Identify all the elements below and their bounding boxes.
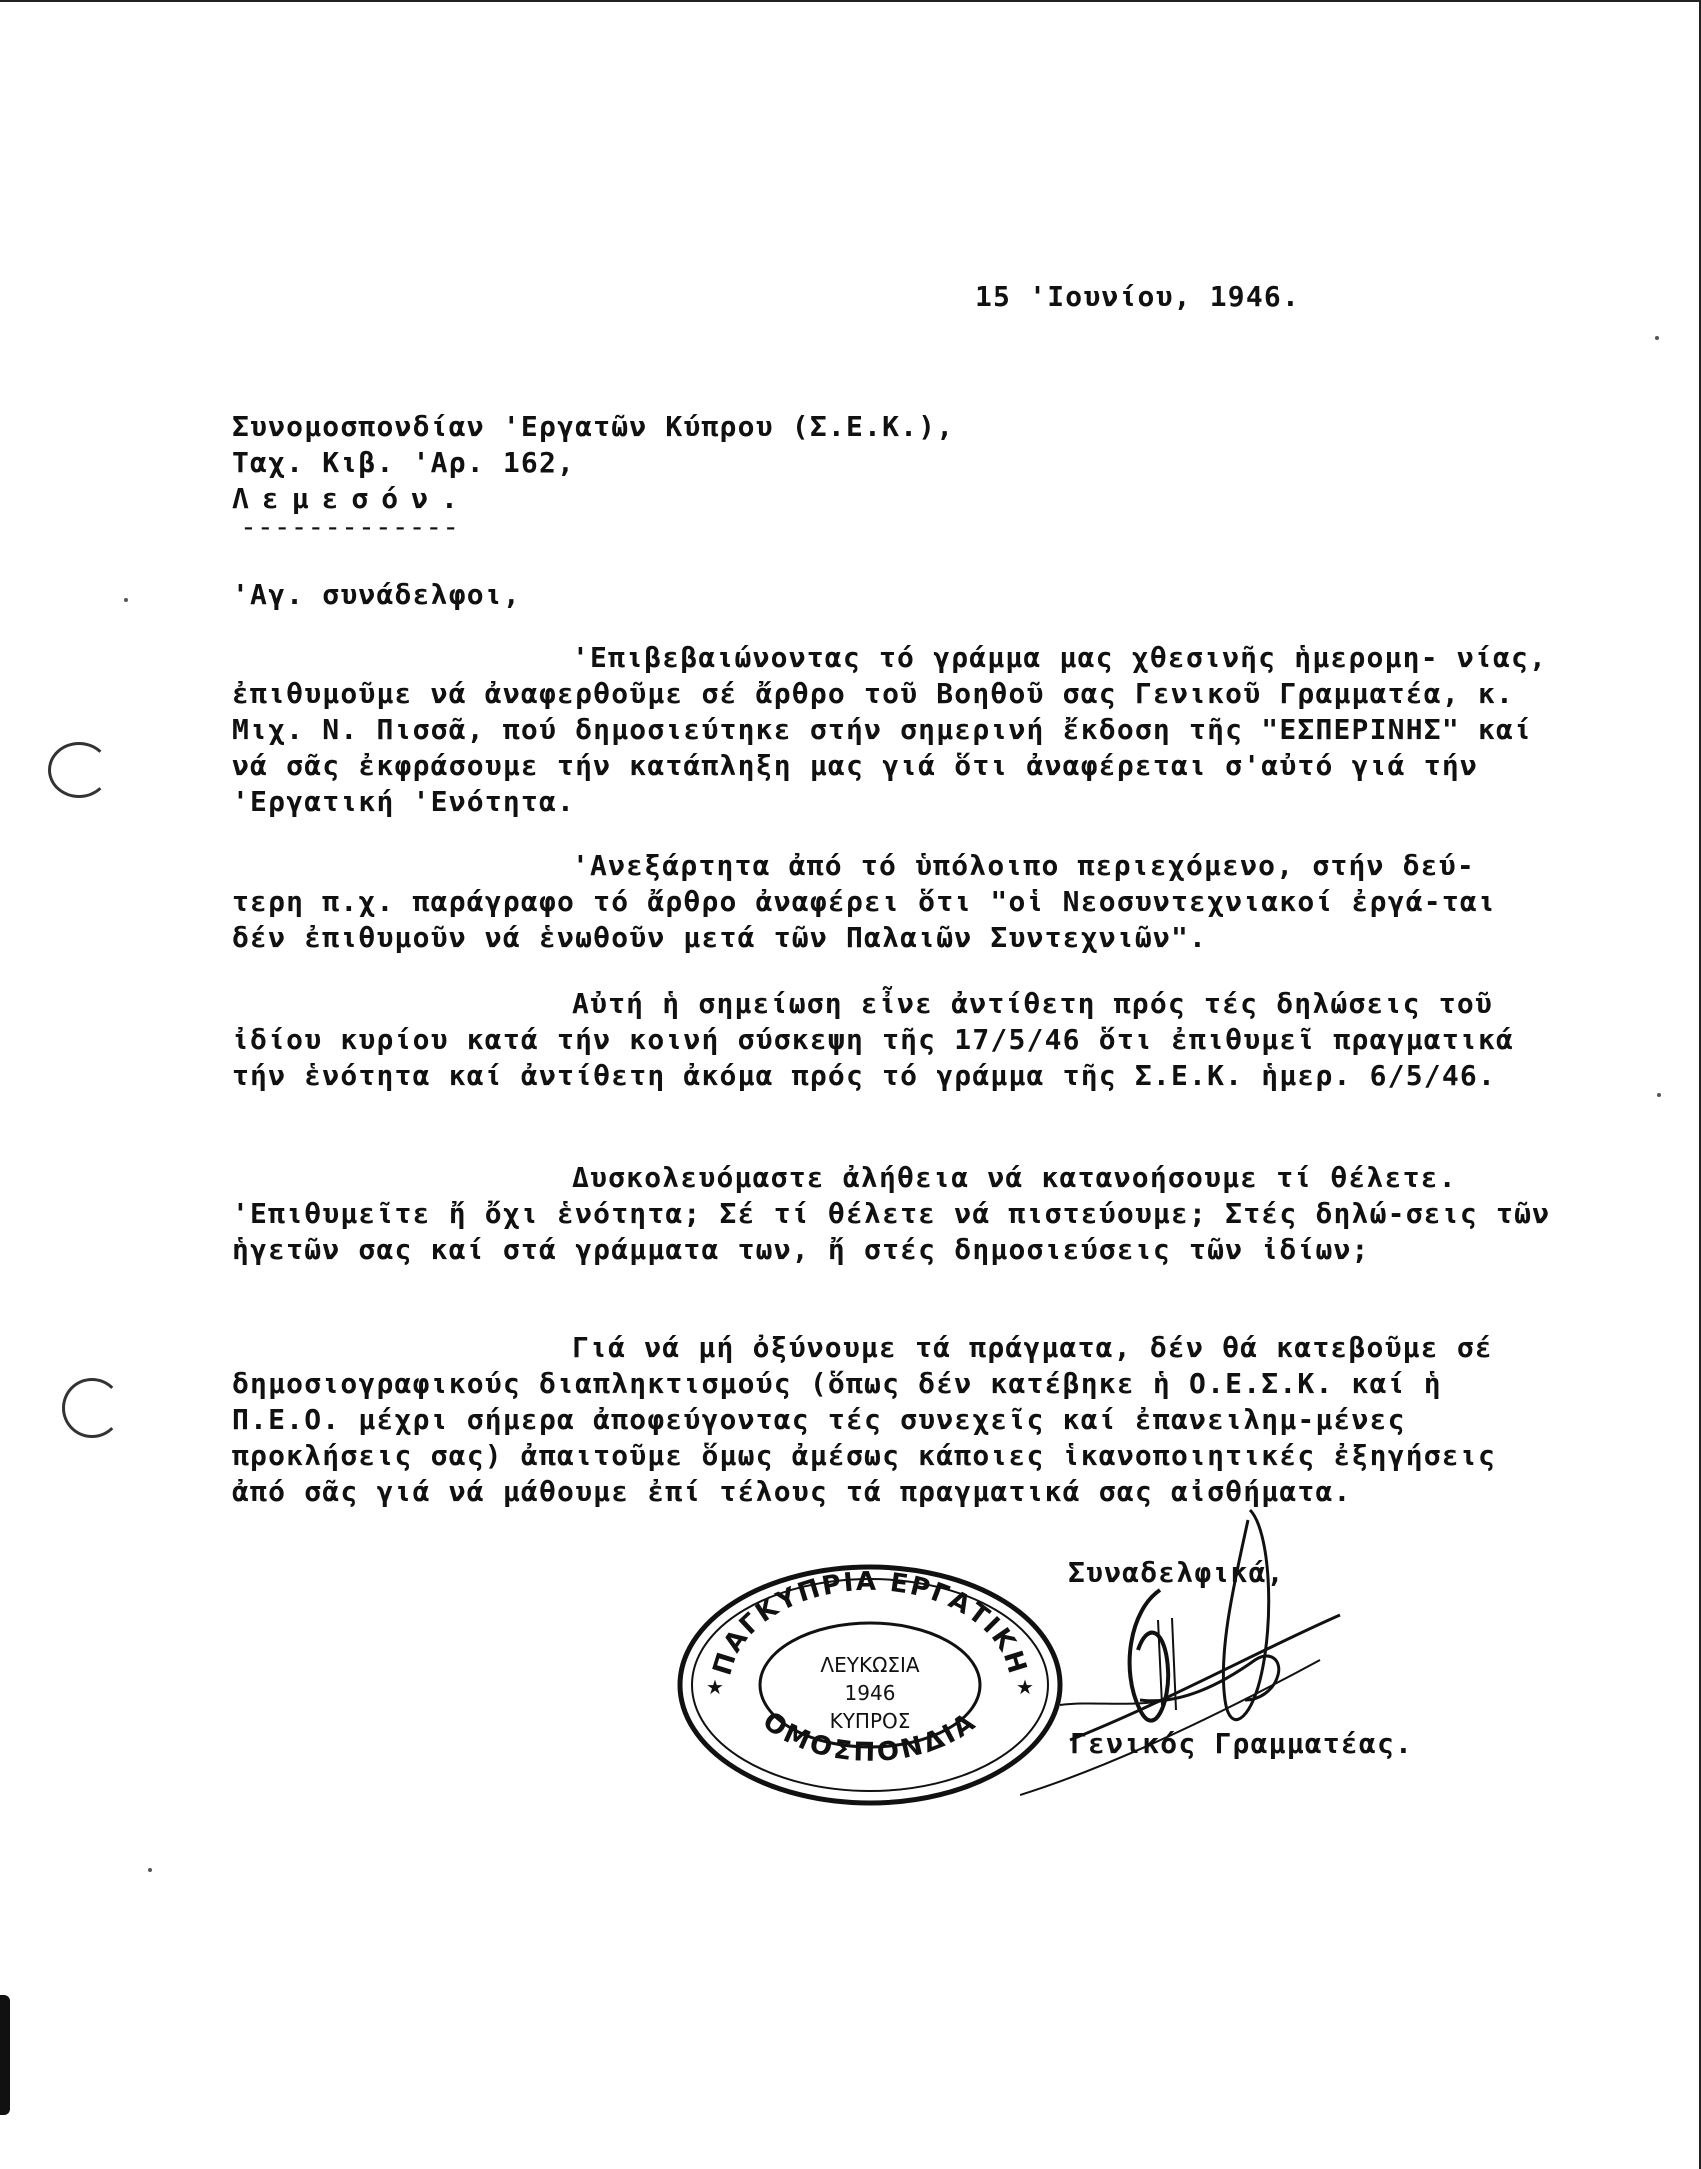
scan-speck (1655, 336, 1659, 340)
paragraph-4 (232, 1160, 1562, 1268)
recipient-line-1: Συνομοσπονδίαν 'Εργατῶν Κύπρου (Σ.Ε.Κ.), (232, 410, 955, 443)
paragraph-2 (232, 848, 1562, 956)
paragraph-3-body: τοῦ ἰδίου κυρίου κατά τήν κοινή σύσκεψη τῆς 17/5/46 ὅτι ἐπιθυμεῖ πραγματικά τήν ἑνότητα καί ἀντίθετη ἀκόμα πρός τό γράμμα τῆς Σ.Ε.Κ. ἡμερ. 6/5/46. (232, 987, 1515, 1092)
signer-title: Γενικός Γραμματέας. (1070, 1727, 1414, 1760)
closing: Συναδελφικά, (1068, 1556, 1285, 1589)
paragraph-5 (232, 1330, 1562, 1510)
salutation: 'Αγ. συνάδελφοι, (232, 578, 521, 611)
scan-speck (124, 598, 128, 602)
scan-edge-mark (0, 1995, 10, 2115)
stamp-center-line-3: ΚΥΠΡΟΣ (829, 1709, 911, 1733)
paragraph-3-first-line: Αὐτή ἡ σημείωση εἶνε ἀντίθετη πρός τές δηλώσεις (572, 987, 1421, 1020)
paragraph-1-first-line: 'Επιβεβαιώνοντας τό γράμμα μας χθεσινῆς ἡμερομη- (572, 641, 1439, 674)
paragraph-2-first-line: 'Ανεξάρτητα ἀπό τό ὑπόλοιπο περιεχόμενο, στήν δεύ- (572, 849, 1475, 882)
paragraph-5-body: σέ δημοσιογραφικούς διαπληκτισμούς (ὅπως δέν κατέβηκε ἡ Ο.Ε.Σ.Κ. καί ἡ Π.Ε.Ο. μέχρι σήμερα ἀποφεύγοντας τές συνεχεῖς καί ἐπανειλημ-μένες προκλήσεις σας) ἀπαιτοῦμε ὅμως ἀμέσως κάποιες ἱκανοποιητικές ἐξηγήσεις ἀπό σᾶς γιά νά μάθουμε ἐπί τέλους τά πραγματικά σας αἰσθήματα. (232, 1331, 1497, 1508)
stamp-bottom-text: ΟΜΟΣΠΟΝΔΙΑ (757, 1706, 983, 1768)
paragraph-1-body: νίας, ἐπιθυμοῦμε νά ἀναφερθοῦμε σέ ἄρθρο τοῦ Βοηθοῦ σας Γενικοῦ Γραμματέα, κ. Μιχ. Ν. Πισσᾶ, πού δημοσιεύτηκε στήν σημερινή ἔκδοση τῆς "ΕΣΠΕΡΙΝΗΣ" καί νά σᾶς ἐκφράσουμε τήν κατάπληξη μας γιά ὅτι ἀναφέρεται σ'αὐτό γιά τήν 'Εργατική 'Ενότητα. (232, 641, 1548, 818)
paragraph-4-first-line: Δυσκολευόμαστε ἀλήθεια νά κατανοήσουμε τί θέλετε. (572, 1161, 1457, 1194)
punch-hole-bottom (62, 1378, 122, 1438)
stamp-star-right: ★ (1016, 1675, 1034, 1699)
recipient-underline: ------------- (240, 510, 460, 543)
paragraph-1 (232, 640, 1562, 820)
stamp-center-line-1: ΛΕΥΚΩΣΙΑ (820, 1653, 920, 1677)
stamp-star-left: ★ (706, 1675, 724, 1699)
paragraph-5-first-line: Γιά νά μή ὀξύνουμε τά πράγματα, δέν θά κατεβοῦμε (572, 1331, 1439, 1364)
paragraph-2-body: τερη π.χ. παράγραφο τό ἄρθρο ἀναφέρει ὅτι "οἱ Νεοσυντεχνιακοί ἐργά-ται δέν ἐπιθυμοῦν νά ἑνωθοῦν μετά τῶν Παλαιῶν Συντεχνιῶν". (232, 885, 1497, 954)
punch-hole-top (48, 742, 110, 798)
paragraph-4-body: 'Επιθυμεῖτε ἤ ὄχι ἑνότητα; Σέ τί θέλετε νά πιστεύουμε; Στές δηλώ-σεις τῶν ἡγετῶν σας καί στά γράμματα των, ἤ στές δημοσιεύσεις τῶν ἰδίων; (232, 1197, 1551, 1266)
recipient-line-3: Λεμεσόν. (232, 482, 471, 515)
organization-stamp (670, 1560, 1070, 1810)
letter-date: 15 'Ιουνίου, 1946. (975, 280, 1301, 313)
stamp-center-line-2: 1946 (844, 1681, 896, 1705)
stamp-top-text: ΠΑΓΚΥΠΡΙΑ ΕΡΓΑΤΙΚΗ (707, 1566, 1033, 1679)
recipient-line-2: Ταχ. Κιβ. 'Αρ. 162, (232, 446, 576, 479)
scan-speck (1657, 1093, 1661, 1097)
scan-speck (148, 1868, 152, 1872)
paragraph-3 (232, 986, 1562, 1094)
